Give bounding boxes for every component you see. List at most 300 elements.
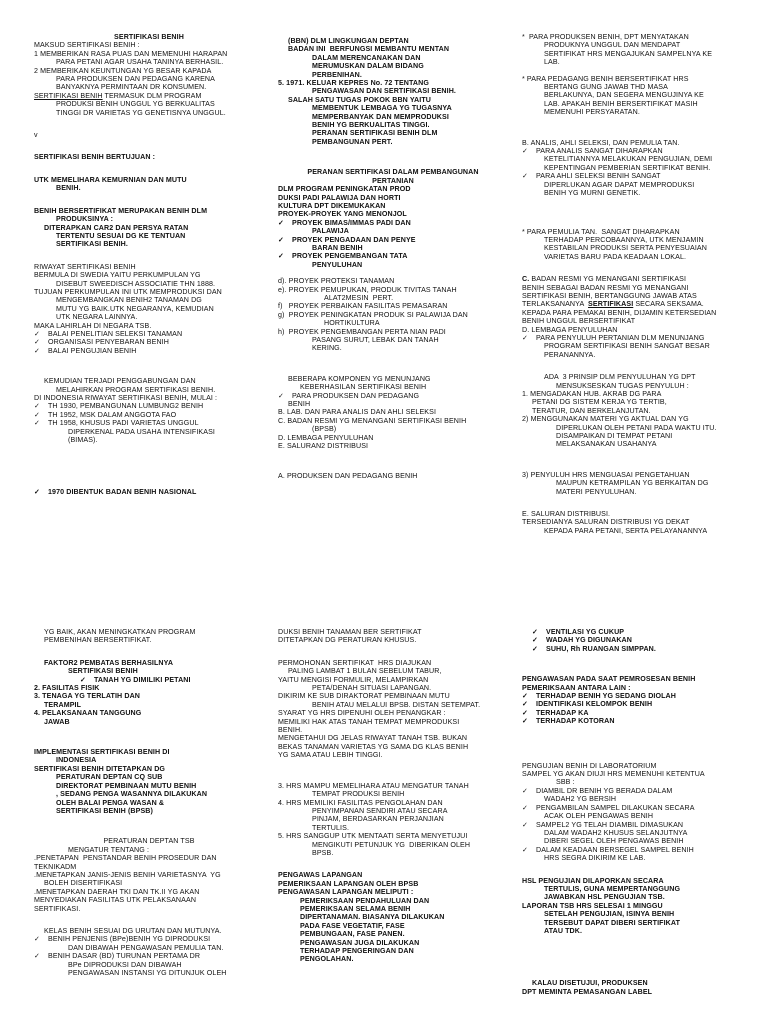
line-text: PERATURAN DEPTAN CQ SUB <box>56 773 163 782</box>
line-text: KALAU DISETUJUI, PRODUKSEN <box>532 979 648 988</box>
text-line <box>34 67 264 75</box>
text-line <box>34 676 264 684</box>
line-text: PENGUJIAN BENIH DI LABORATORIUM <box>522 761 657 770</box>
spacer <box>522 220 752 228</box>
line-text: PEMERIKSAAN LAPANGAN OLEH BPSB <box>278 879 419 888</box>
text-line <box>278 408 508 416</box>
line-text: MENGIKUTI PETUNJUK YG DIBERIKAN OLEH <box>312 840 471 849</box>
text-line <box>278 244 508 252</box>
spacer <box>522 359 752 373</box>
line-text: PARA PENYULUH PERTANIAN DLM MENUNJANG <box>536 333 705 342</box>
line-text: e). PROYEK PEMUPUKAN, PRODUK TIVITAS TANAH <box>278 285 457 294</box>
text-line <box>522 877 752 885</box>
text-line <box>522 675 752 683</box>
text-line <box>278 832 508 840</box>
text-line <box>522 300 752 308</box>
text-line <box>522 415 752 423</box>
line-text: WADAH YG DIGUNAKAN <box>546 636 633 645</box>
line-text: MENGEMBANGKAN BENIH2 TANAMAN DG <box>56 296 202 305</box>
line-text: BARAN BENIH <box>312 243 363 252</box>
spacer <box>278 645 508 659</box>
text-line <box>522 244 752 252</box>
line-text: 5. 1971. KELUAR KEPRES No. 72 TENTANG <box>278 79 429 88</box>
text-line <box>522 893 752 901</box>
text-line <box>278 121 508 129</box>
text-line <box>34 863 264 871</box>
text-line <box>278 841 508 849</box>
checkmark-icon: ✓ <box>522 708 529 717</box>
line-text: YG BAIK, AKAN MENINGKATKAN PROGRAM <box>44 628 196 636</box>
text-line <box>278 227 508 235</box>
text-line <box>34 969 264 977</box>
text-line <box>522 50 752 58</box>
line-text: PARA PETANI AGAR USAHA TANINYA BERHASIL. <box>56 58 224 67</box>
checkmark-icon: ✓ <box>532 636 539 645</box>
spacer <box>278 353 508 375</box>
checkmark-icon: ✓ <box>34 338 41 347</box>
text-line <box>522 510 752 518</box>
text-line <box>278 45 508 53</box>
text-line <box>34 756 264 764</box>
spacer <box>34 466 264 488</box>
line-text: TERHADAP BENIH YG SEDANG DIOLAH <box>536 692 676 701</box>
text-line <box>278 252 508 260</box>
text-line <box>34 184 264 192</box>
line-text: DIPERKENAL PADA USAHA INTENSIFIKASI <box>68 427 215 436</box>
line-text: B. ANALIS, AHLI SELEKSI, DAN PEMULIA TAN. <box>522 138 680 147</box>
text-line <box>522 91 752 99</box>
spacer <box>522 957 752 979</box>
line-text: PRODUKSI BENIH UNGGUL YG BERKUALITAS <box>56 100 215 109</box>
text-line <box>278 880 508 888</box>
line-text: PROGRAM SERTIFIKASI BENIH SANGAT BESAR <box>544 342 710 351</box>
line-text: TERLAKSANANYA SERTIFIKASI SECARA SEKSAMA. <box>522 300 704 309</box>
line-text: MATERI PENYULUHAN. <box>556 487 637 496</box>
line-text: (BPSB) <box>312 425 337 434</box>
text-line <box>522 919 752 927</box>
line-text: TERSEBUT DAPAT DIBERI SERTIFIKAT <box>544 918 681 927</box>
line-text: KEPADA PARA PETANI, SERTA PELAYANANNYA <box>544 526 708 535</box>
text-line <box>522 812 752 820</box>
line-text: MEMBENTUK LEMBAGA YG TUGASNYA <box>312 104 452 113</box>
text-line <box>278 955 508 963</box>
line-text: BENIH YG BERKUALITAS TINGGI. <box>312 121 430 130</box>
line-text: PETA/DENAH SITUASI LAPANGAN. <box>312 684 432 693</box>
text-line <box>278 87 508 95</box>
line-text: TERHADAP KA <box>536 708 589 717</box>
text-line <box>278 336 508 344</box>
line-text: MENGATUR TENTANG : <box>68 845 150 854</box>
text-line <box>278 824 508 832</box>
text-line <box>278 734 508 742</box>
line-text: HRS SEGRA DIKIRIM KE LAB. <box>544 854 646 863</box>
text-line <box>522 479 752 487</box>
text-line <box>522 373 752 381</box>
text-line <box>522 181 752 189</box>
text-line <box>278 897 508 905</box>
text-line <box>522 885 752 893</box>
text-line <box>522 787 752 795</box>
line-text: PERANAN SERTIFIKASI BENIH DLM <box>312 129 438 138</box>
text-line <box>34 402 264 410</box>
line-text: MELAKSANAKAN USAHANYA <box>556 440 657 449</box>
line-text: BALAI PENELITIAN SELEKSI TANAMAN <box>48 329 183 338</box>
spacer <box>522 198 752 220</box>
line-text: h) PROYEK PENGEMBANGAN PERTA NIAN PADI <box>278 327 446 336</box>
text-line <box>34 428 264 436</box>
line-text: BENIH BERSERTIFIKAT MERUPAKAN BENIH DLM <box>34 206 208 215</box>
spacer <box>34 249 264 263</box>
spacer <box>522 261 752 275</box>
text-line <box>522 927 752 935</box>
text-line <box>522 527 752 535</box>
line-text: PETANI DG SISTEM KERJA YG TERTIB, <box>532 398 667 407</box>
text-line <box>278 922 508 930</box>
line-text: BENIH. <box>56 184 81 193</box>
line-text: 4. HRS MEMILIKI FASILITAS PENGOLAHAN DAN <box>278 798 443 807</box>
text-line <box>34 100 264 108</box>
text-line <box>522 382 752 390</box>
text-line <box>34 411 264 419</box>
line-text: KEMUDIAN TERJADI PENGGABUNGAN DAN <box>44 377 196 386</box>
text-line <box>278 913 508 921</box>
line-text: TERTULIS, GUNA MEMPERTANGGUNG <box>544 884 681 893</box>
text-line <box>522 309 752 317</box>
line-text: BOLEH DISERTIFIKASI <box>44 879 123 888</box>
text-line <box>278 129 508 137</box>
text-line <box>278 692 508 700</box>
line-text: TERHADAP PERCOBAANNYA, UTK MENJAMIN <box>544 235 704 244</box>
text-line <box>522 275 752 283</box>
line-text: BERTANG GUNG JAWAB THD MASA <box>544 83 668 92</box>
line-text: VENTILASI YG CUKUP <box>546 628 625 636</box>
line-text: d). PROYEK PROTEKSI TANAMAN <box>278 277 395 286</box>
line-text: LAPORAN TSB HRS SELESAI 1 MINGGU <box>522 901 663 910</box>
line-text: LAB. <box>544 58 560 67</box>
text-line <box>522 41 752 49</box>
text-line <box>34 50 264 58</box>
line-text: BENIH. <box>278 726 303 735</box>
text-line <box>34 952 264 960</box>
line-text: PARA PRODUKSEN DAN PEDAGANG KARENA <box>56 75 215 84</box>
line-text: DUKSI BENIH TANAMAN BER SERTIFIKAT <box>278 628 422 636</box>
text-line <box>278 417 508 425</box>
checkmark-icon: ✓ <box>522 845 529 854</box>
line-text: PROYEK-PROYEK YANG MENONJOL <box>278 210 407 219</box>
text-line <box>278 79 508 87</box>
line-text: BEBERAPA KOMPONEN YG MENUNJANG <box>288 374 431 383</box>
line-text: ADA 3 PRINSIP DLM PENYULUHAN YG DPT <box>544 373 696 382</box>
line-text: PEMBENIHAN BERSERTIFIKAT. <box>44 636 152 645</box>
line-text: PINJAM, BERDASARKAN PERJANJIAN <box>312 815 444 824</box>
line-text: PROYEK BIMAS/IMMAS PADI DAN <box>292 218 411 227</box>
text-line <box>522 292 752 300</box>
line-text: PENGAWASAN DAN SERTIFIKASI BENIH. <box>312 87 457 96</box>
text-line <box>34 280 264 288</box>
text-line <box>34 215 264 223</box>
text-line <box>34 288 264 296</box>
line-text: PEMERIKSAAN SELAMA BENIH <box>300 904 411 913</box>
text-line <box>522 342 752 350</box>
text-line <box>278 799 508 807</box>
line-text: JAWABKAN HSL PENGUJIAN TSB. <box>544 893 665 902</box>
line-text: DIAMBIL DR BENIH YG BERADA DALAM <box>536 786 673 795</box>
line-text: SALAH SATU TUGAS POKOK BBN YAITU <box>288 95 431 104</box>
line-text: WADAH2 YG BERSIH <box>544 795 617 804</box>
line-text: PALING LAMBAT 1 BULAN SEBELUM TABUR, <box>288 667 442 676</box>
checkmark-icon: ✓ <box>278 235 285 244</box>
line-text: IMPLEMENTASI SERTIFIKASI BENIH DI <box>34 748 170 757</box>
line-text: MUTU YG BAIK.UTK NEGARANYA, KEMUDIAN <box>56 304 214 313</box>
text-line <box>34 33 264 41</box>
column-top-right <box>522 33 752 563</box>
line-text: INDONESIA <box>56 756 97 765</box>
line-text: PERANAN SERTIFIKASI DALAM PEMBANGUNAN <box>307 168 479 177</box>
line-text: YAITU MENGISI FORMULIR, MELAMPIRKAN <box>278 675 429 684</box>
text-line <box>278 236 508 244</box>
spacer <box>522 67 752 75</box>
text-line <box>34 935 264 943</box>
spacer <box>278 857 508 871</box>
checkmark-icon: ✓ <box>522 172 529 181</box>
line-text: SERTIFIKASI BENIH <box>114 33 184 41</box>
line-text: DITETAPKAN DG PERATURAN KHUSUS. <box>278 636 417 645</box>
line-text: UTK NEGARA LAINNYA. <box>56 313 138 322</box>
line-text: PRODUKNYA UNGGUL DAN MENDAPAT <box>544 41 681 50</box>
line-text: PARA ANALIS SANGAT DIHARAPKAN <box>536 147 663 156</box>
spacer <box>34 162 264 176</box>
text-line <box>522 684 752 692</box>
line-text: YG SAMA ATAU LEBIH TINGGI. <box>278 751 383 760</box>
line-text: TINGGI DR VARIETAS YG GENETISNYA UNGGUL. <box>56 108 226 117</box>
text-line <box>278 328 508 336</box>
line-text: ALAT2MESIN PERT. <box>324 293 394 302</box>
line-text: g) PROYEK PENINGKATAN PRODUK SI PALAWIJA DAN <box>278 310 468 319</box>
text-line <box>278 667 508 675</box>
line-text: (BIMAS). <box>68 436 98 445</box>
text-line <box>34 153 264 161</box>
line-text: 5. HRS SANGGUP UTK MENTAATI SERTA MENYETUJUI <box>278 832 468 841</box>
text-line <box>522 700 752 708</box>
line-text: 3) PENYULUH HRS MENGUASAI PENGETAHUAN <box>522 470 690 479</box>
line-text: PERMOHONAN SERTIFIKAT HRS DIAJUKAN <box>278 658 432 667</box>
line-text: SETELAH PENGUJIAN, ISINYA BENIH <box>544 910 675 919</box>
checkmark-icon: ✓ <box>34 488 41 497</box>
text-line <box>278 871 508 879</box>
line-text: PEMBANGUNAN PERT. <box>312 137 393 146</box>
checkmark-icon: ✓ <box>522 333 529 342</box>
spacer <box>34 117 264 131</box>
line-text: PEMERIKSAAN ANTARA LAIN : <box>522 683 631 692</box>
text-line <box>522 717 752 725</box>
line-text: KEBERHASILAN SERTIFIKASI BENIH <box>300 383 427 392</box>
line-text: BENIH SEBAGAI BADAN RESMI YG MENANGANI <box>522 283 689 292</box>
text-line <box>278 947 508 955</box>
line-text: DIKIRIM KE SUB DIRAKTORAT PEMBINAAN MUTU <box>278 692 450 701</box>
text-line <box>522 821 752 829</box>
line-text: 2. FASILITAS FISIK <box>34 684 100 693</box>
line-text: SERTIFIKASI. <box>34 904 81 913</box>
line-text: ORGANISASI PENYEBARAN BENIH <box>48 338 169 347</box>
text-line <box>278 104 508 112</box>
checkmark-icon: ✓ <box>522 700 529 709</box>
line-text: MEMPERBANYAK DAN MEMPRODUKSI <box>312 112 449 121</box>
checkmark-icon: ✓ <box>80 675 87 684</box>
checkmark-icon: ✓ <box>522 717 529 726</box>
text-line <box>34 718 264 726</box>
text-line <box>34 271 264 279</box>
text-line <box>522 910 752 918</box>
checkmark-icon: ✓ <box>34 419 41 428</box>
line-text: BENIH YG MURNI GENETIK. <box>544 189 641 198</box>
text-line <box>34 83 264 91</box>
column-bottom-middle <box>278 628 508 1024</box>
line-text: MEMILIKI HAK ATAS TANAH TEMPAT MEMPRODUKSI <box>278 717 460 726</box>
text-line <box>34 684 264 692</box>
column-bottom-left <box>34 628 264 1024</box>
line-text: C. BADAN RESMI YG MENANGANI SERTIFIKASI BENIH <box>278 416 467 425</box>
text-line <box>278 807 508 815</box>
text-line <box>522 75 752 83</box>
text-line <box>278 782 508 790</box>
text-line <box>522 228 752 236</box>
line-text: PERTANIAN <box>372 176 414 185</box>
checkmark-icon: ✓ <box>522 803 529 812</box>
line-text: DIPERLUKAN OLEH PETANI PADA WAKTU ITU. <box>556 423 717 432</box>
line-text: PROYEK PENGEMBANGAN TATA <box>292 252 408 261</box>
text-line <box>522 351 752 359</box>
line-text: PEMBUNGAAN, FASE PANEN. <box>300 930 405 939</box>
line-text: KESTABILAN PRODUKSI SERTA PENYESUAIAN <box>544 244 707 253</box>
line-text: f) PROYEK PERBAIKAN FASILITAS PEMASARAN <box>278 302 448 311</box>
text-line <box>522 139 752 147</box>
line-text: PADA FASE VEGETATIF, FASE <box>300 921 405 930</box>
text-line <box>34 879 264 887</box>
text-line <box>34 386 264 394</box>
text-line <box>522 58 752 66</box>
text-line <box>522 854 752 862</box>
text-line <box>278 294 508 302</box>
line-text: , SEDANG PENGA WASANNYA DILAKUKAN <box>56 790 208 799</box>
line-text: TERHADAP KOTORAN <box>536 717 615 726</box>
spacer <box>34 355 264 377</box>
text-line <box>278 277 508 285</box>
line-text: 1. MENGADAKAN HUB. AKRAB DG PARA <box>522 390 662 398</box>
text-line <box>522 837 752 845</box>
text-line <box>34 377 264 385</box>
line-text: KERING. <box>312 344 342 353</box>
line-text: DIPERLUKAN AGAR DAPAT MEMPRODUKSI <box>544 180 695 189</box>
text-line <box>34 330 264 338</box>
text-line <box>278 113 508 121</box>
text-line <box>34 888 264 896</box>
line-text: DI INDONESIA RIWAYAT SERTIFIKASI BENIH, MULAI : <box>34 394 218 402</box>
line-text: 2) MENGGUNAKAN MATERI YG AKTUAL DAN YG <box>522 415 689 424</box>
text-line <box>278 849 508 857</box>
line-text: PARA AHLI SELEKSI BENIH SANGAT <box>536 172 661 181</box>
text-line <box>34 75 264 83</box>
text-line <box>278 383 508 391</box>
text-line <box>278 815 508 823</box>
line-text: TH 1952, MSK DALAM ANGGOTA FAO <box>48 410 177 419</box>
text-line <box>34 305 264 313</box>
text-line <box>34 296 264 304</box>
text-line <box>34 773 264 781</box>
checkmark-icon: ✓ <box>278 391 285 400</box>
text-line <box>522 846 752 854</box>
text-line <box>278 434 508 442</box>
spacer <box>522 748 752 762</box>
line-text: DPT MEMINTA PEMASANGAN LABEL <box>522 987 653 996</box>
text-line <box>278 344 508 352</box>
text-line <box>278 71 508 79</box>
spacer <box>34 726 264 748</box>
text-line <box>278 54 508 62</box>
text-line <box>34 636 264 644</box>
line-text: TH 1958, KHUSUS PADI VARIETAS UNGGUL <box>48 419 199 428</box>
text-line <box>278 676 508 684</box>
text-line <box>522 326 752 334</box>
line-text: PENYIMPANAN SENDIRI ATAU SECARA <box>312 806 448 815</box>
text-line <box>278 425 508 433</box>
text-line <box>278 210 508 218</box>
line-text: DIBERI SEGEL OLEH PENGAWAS BENIH <box>544 837 684 846</box>
text-line <box>522 390 752 398</box>
text-line <box>34 224 264 232</box>
checkmark-icon: ✓ <box>522 692 529 701</box>
line-text: MELAHIRKAN PROGRAM SERTIFIKASI BENIH. <box>56 385 216 394</box>
text-line <box>522 147 752 155</box>
spacer <box>34 193 264 207</box>
checkmark-icon: ✓ <box>278 218 285 227</box>
line-text: BENIH ATAU MELALUI BPSB. DISTAN SETEMPAT. <box>312 700 481 709</box>
line-text: HORTIKULTURA <box>324 319 380 328</box>
line-text: SERTIFIKASI BENIH (BPSB) <box>56 806 153 815</box>
line-text: FAKTOR2 PEMBATAS BERHASILNYA <box>44 658 174 667</box>
spacer <box>522 935 752 957</box>
line-text: DAN DIBAWAH PENGAWASAN PEMULIA TAN. <box>68 943 224 952</box>
line-text: DALAM WADAH2 KHUSUS SELANJUTNYA <box>544 828 688 837</box>
line-text: BERMULA DI SWEDIA YAITU PERKUMPULAN YG <box>34 271 201 280</box>
spacer <box>34 913 264 927</box>
text-line <box>34 807 264 815</box>
line-text: SERTIFIKASI BENIH, BERTANGGUNG JAWAB ATAS <box>522 291 697 300</box>
spacer <box>278 760 508 782</box>
line-text: BADAN INI BERFUNGSI MEMBANTU MENTAN <box>288 45 450 54</box>
line-text: SAMPEL YG AKAN DIUJI HRS MEMENUHI KETENTUA <box>522 770 705 779</box>
line-text: MAKA LAHIRLAH DI NEGARA TSB. <box>34 321 152 330</box>
text-line <box>34 790 264 798</box>
line-text: 1970 DIBENTUK BADAN BENIH NASIONAL <box>48 488 197 497</box>
line-text: PERATURAN DEPTAN TSB <box>103 837 195 846</box>
text-line <box>34 347 264 355</box>
text-line <box>34 394 264 402</box>
text-line <box>278 718 508 726</box>
line-text: TANAH YG DIMILIKI PETANI <box>94 675 191 684</box>
checkmark-icon: ✓ <box>532 628 539 636</box>
spacer <box>34 139 264 153</box>
spacer <box>522 117 752 139</box>
text-line <box>522 284 752 292</box>
line-text: DLM PROGRAM PENINGKATAN PROD <box>278 185 411 194</box>
text-line <box>34 896 264 904</box>
line-text: * PARA PEMULIA TAN. SANGAT DIHARAPKAN <box>522 227 680 236</box>
line-text: BALAI PENGUJIAN BENIH <box>48 346 137 355</box>
text-line <box>522 988 752 996</box>
text-line <box>34 837 264 845</box>
line-text: TEMPAT PRODUKSI BENIH <box>312 790 405 799</box>
text-line <box>34 176 264 184</box>
